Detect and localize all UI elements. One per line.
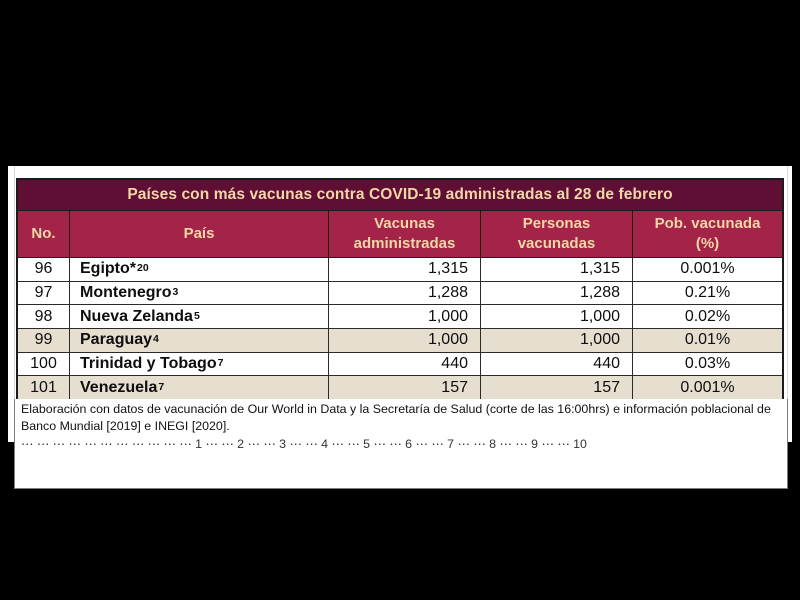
- column-header-label-line2: (%): [695, 235, 720, 252]
- cell-people-vaccinated: 1,288: [481, 282, 633, 306]
- source-note: Elaboración con datos de vacunación de Our World in Data y la Secretaría de Salud (corte de las 16:00hrs) e información poblacional de Banco Mundial [2019] e INEGI [2020].: [21, 402, 771, 433]
- table-row: [18, 282, 782, 306]
- column-header-label: País: [183, 225, 215, 242]
- cell-no: 96: [18, 258, 70, 282]
- table-row: [18, 305, 782, 329]
- column-header-no: [18, 211, 70, 258]
- cell-country: Montenegro $^3$: [70, 282, 329, 306]
- column-header-pais: [70, 211, 329, 258]
- column-header-pob-vacunada: [633, 211, 782, 258]
- cell-people-vaccinated: 157: [481, 376, 633, 400]
- report-page: [8, 166, 792, 451]
- cell-vaccines-administered: 157: [329, 376, 481, 400]
- cell-people-vaccinated: 1,000: [481, 329, 633, 353]
- cell-vaccines-administered: 1,315: [329, 258, 481, 282]
- table-title: Países con más vacunas contra COVID-19 administradas al 28 de febrero: [18, 180, 782, 211]
- column-header-vacunas: [329, 211, 481, 258]
- cell-percent-vaccinated: 0.21%: [633, 282, 782, 306]
- cell-no: 97: [18, 282, 70, 306]
- cell-vaccines-administered: 440: [329, 353, 481, 377]
- footnote-key-clipped: ⋯ ⋯ ⋯ ⋯ ⋯ ⋯ ⋯ ⋯ ⋯ ⋯ ⋯ 1 ⋯ ⋯ 2 ⋯ ⋯ 3 ⋯ ⋯ 4 ⋯ ⋯ 5 ⋯ ⋯ 6 ⋯ ⋯ 7 ⋯ ⋯ 8 ⋯ ⋯ 9 ⋯ ⋯ 10: [21, 437, 587, 451]
- table-row: [18, 258, 782, 282]
- cell-country: Venezuela $^7$: [70, 376, 329, 400]
- cell-vaccines-administered: 1,288: [329, 282, 481, 306]
- cell-country: Trinidad y Tobago $^7$: [70, 353, 329, 377]
- cell-percent-vaccinated: 0.02%: [633, 305, 782, 329]
- vaccination-table: [16, 178, 784, 402]
- table-header-row: [18, 211, 782, 258]
- cell-people-vaccinated: 440: [481, 353, 633, 377]
- cell-country: Egipto* $^{20}$: [70, 258, 329, 282]
- table-row: [18, 353, 782, 377]
- cell-percent-vaccinated: 0.01%: [633, 329, 782, 353]
- column-header-personas: [481, 211, 633, 258]
- country-name: Montenegro: [80, 284, 172, 302]
- column-header-label-line1: Vacunas: [374, 215, 435, 232]
- source-note-box: [14, 399, 788, 489]
- country-name: Nueva Zelanda: [80, 307, 193, 325]
- cell-percent-vaccinated: 0.03%: [633, 353, 782, 377]
- country-name: Venezuela: [80, 379, 158, 397]
- column-header-label-line2: administradas: [353, 235, 456, 252]
- cell-no: 98: [18, 305, 70, 329]
- cell-people-vaccinated: 1,000: [481, 305, 633, 329]
- cell-no: 101: [18, 376, 70, 400]
- table-row: [18, 376, 782, 400]
- cell-vaccines-administered: 1,000: [329, 305, 481, 329]
- cell-no: 100: [18, 353, 70, 377]
- cell-no: 99: [18, 329, 70, 353]
- cell-people-vaccinated: 1,315: [481, 258, 633, 282]
- column-header-label-line1: Pob. vacunada: [654, 215, 761, 232]
- table-row: [18, 329, 782, 353]
- cell-percent-vaccinated: 0.001%: [633, 258, 782, 282]
- country-name: Trinidad y Tobago: [80, 355, 217, 373]
- column-header-label-line2: vacunadas: [517, 235, 596, 252]
- country-name: Paraguay: [80, 331, 153, 349]
- country-name: Egipto*: [80, 260, 136, 278]
- cell-percent-vaccinated: 0.001%: [680, 379, 735, 397]
- cell-country: Paraguay $^4$: [70, 329, 329, 353]
- cell-vaccines-administered: 1,000: [329, 329, 481, 353]
- column-header-label: No.: [31, 225, 56, 242]
- column-header-label-line1: Personas: [522, 215, 591, 232]
- cell-country: Nueva Zelanda $^5$: [70, 305, 329, 329]
